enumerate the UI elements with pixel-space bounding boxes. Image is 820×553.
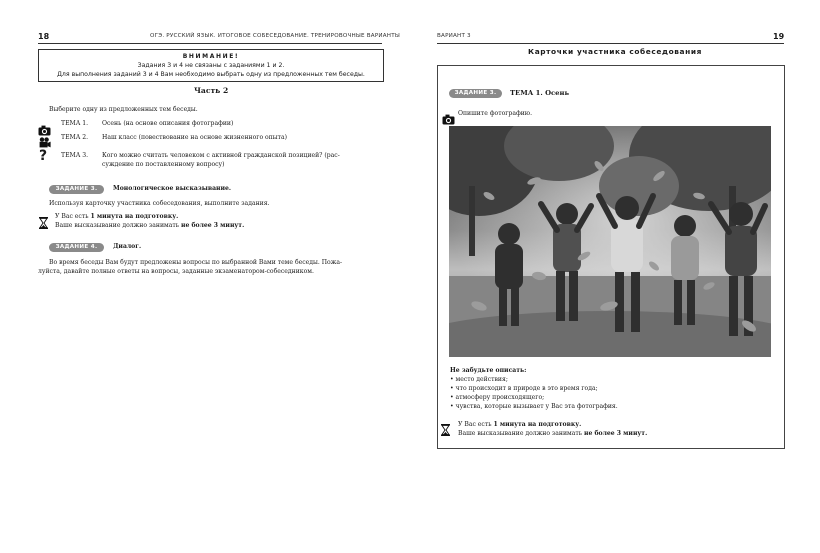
prep-time-text: [55, 213, 178, 221]
topic-2-label: ТЕМА 2.: [61, 134, 89, 141]
remember-item-text: чувства, которые вызывает у Вас эта фотография.: [455, 403, 618, 410]
topic-3-label: ТЕМА 3.: [61, 152, 89, 159]
hourglass-icon: [39, 214, 48, 233]
autumn-children-photo: [449, 126, 771, 357]
prep-bold: 1 минута на подготовку.: [90, 213, 179, 220]
remember-item: • что происходит в природе в это время года;: [450, 385, 598, 392]
card-limit-bold: не более 3 минут.: [584, 430, 648, 437]
remember-item-text: место действия;: [455, 376, 508, 383]
choose-topic-text: Выберите одну из предложенных тем беседы.: [49, 106, 198, 113]
task-4-text-1: Во время беседы Вам будут предложены вопросы по выбранной Вами теме беседы. Пожа-: [49, 259, 343, 266]
card-prep-prefix: У Вас есть: [458, 421, 494, 428]
topic-1-label: ТЕМА 1.: [61, 120, 89, 127]
task-4-title: Диалог.: [113, 243, 142, 250]
card-limit-time: [458, 430, 647, 438]
remember-item: • атмосферу происходящего;: [450, 394, 545, 401]
attention-line-1: Задания 3 и 4 не связаны с заданиями 1 и 2.: [137, 62, 285, 69]
hourglass-icon: [441, 421, 450, 440]
card-task-badge: ЗАДАНИЕ 3.: [449, 89, 502, 98]
remember-item: • место действия;: [450, 376, 508, 383]
limit-prefix: Ваше высказывание должно занимать: [55, 222, 182, 229]
topic-3-text-cont: суждение по поставленному вопросу): [102, 161, 225, 168]
remember-title: Не забудьте описать:: [450, 367, 527, 374]
header-rule: [38, 43, 382, 44]
topic-2-text: Наш класс (повествование на основе жизненного опыта): [102, 134, 288, 141]
page-number: 18: [38, 32, 50, 41]
task-3-title: Монологическое высказывание.: [113, 185, 232, 192]
remember-item: • чувства, которые вызывает у Вас эта фотография.: [450, 403, 618, 410]
card-prep-bold: 1 минута на подготовку.: [493, 421, 582, 428]
card-instruction: Опишите фотографию.: [458, 110, 533, 117]
card-topic: ТЕМА 1. Осень: [510, 89, 570, 97]
prep-prefix: У Вас есть: [55, 213, 91, 220]
running-title: ВАРИАНТ 3: [437, 33, 471, 39]
limit-time-text: [55, 222, 244, 230]
running-title: ОГЭ. РУССКИЙ ЯЗЫК. ИТОГОВОЕ СОБЕСЕДОВАНИЕ. ТРЕНИРОВОЧНЫЕ ВАРИАНТЫ: [150, 33, 400, 39]
topic-1-text: Осень (на основе описания фотографии): [102, 120, 234, 127]
attention-box: [38, 49, 384, 82]
header-rule: [437, 43, 784, 44]
cards-title: Карточки участника собеседования: [528, 47, 702, 56]
remember-item-text: атмосферу происходящего;: [455, 394, 545, 401]
question-icon: ?: [39, 148, 48, 164]
task-4-text-2: луйста, давайте полные ответы на вопросы, заданные экзаменатором-собеседником.: [38, 268, 314, 275]
topic-3-text: Кого можно считать человеком с активной гражданской позицией? (рас-: [102, 152, 340, 159]
task-4-badge: ЗАДАНИЕ 4.: [49, 243, 104, 252]
attention-title: ВНИМАНИЕ!: [182, 53, 240, 60]
card-limit-prefix: Ваше высказывание должно занимать: [458, 430, 585, 437]
task-3-badge: ЗАДАНИЕ 3.: [49, 185, 104, 194]
limit-bold: не более 3 минут.: [181, 222, 245, 229]
attention-line-2: Для выполнения заданий 3 и 4 Вам необходимо выбрать одну из предложенных тем беседы.: [57, 71, 365, 78]
page-number: 19: [773, 32, 785, 41]
remember-item-text: что происходит в природе в это время года;: [455, 385, 598, 392]
task-3-instruction: Используя карточку участника собеседования, выполните задания.: [49, 200, 270, 207]
card-prep-time: [458, 421, 581, 429]
part-title: Часть 2: [194, 86, 229, 95]
